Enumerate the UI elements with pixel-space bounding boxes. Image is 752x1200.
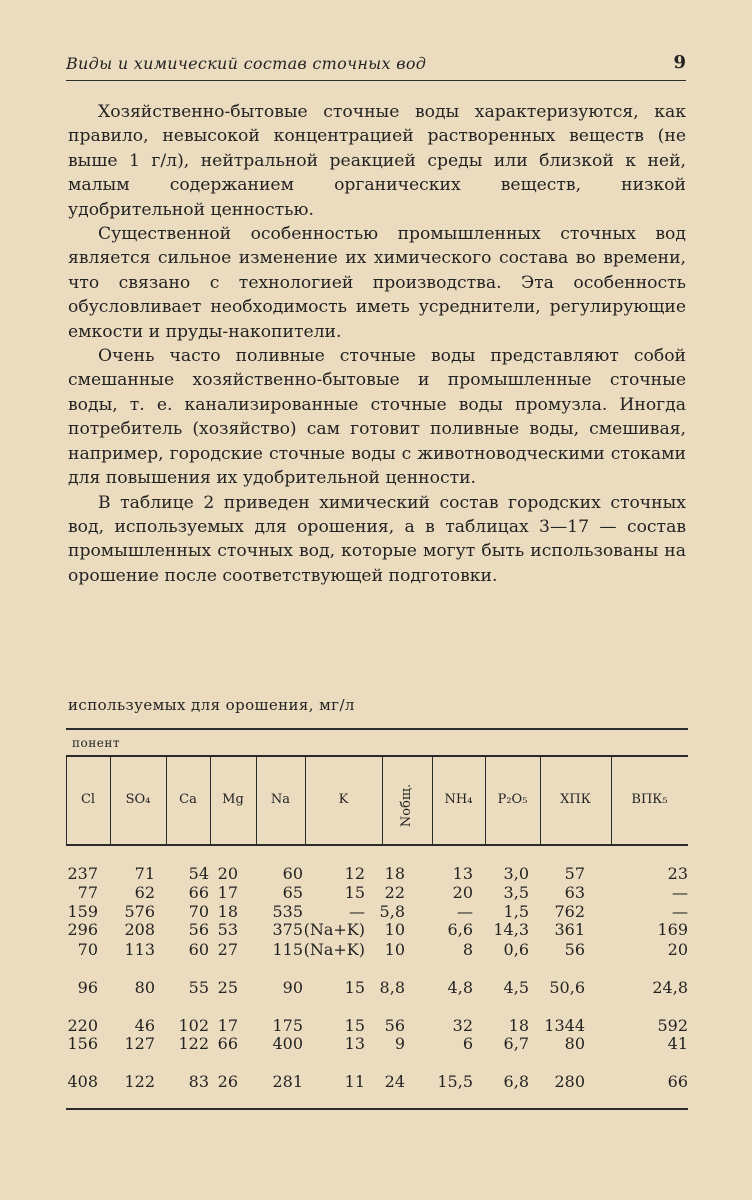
table-cell: 400: [272, 1034, 303, 1053]
table-cell: 13: [452, 864, 473, 883]
table-cell: 55: [188, 978, 209, 997]
table-cell: (Na+K): [303, 920, 365, 939]
table-cell: 17: [217, 1016, 238, 1035]
table-cell: 50,6: [549, 978, 585, 997]
table-cell: 56: [188, 920, 209, 939]
table-cell: 71: [134, 864, 155, 883]
table-cell: —: [672, 883, 688, 902]
table-cell: 9: [394, 1034, 405, 1053]
table-cell: 20: [667, 940, 688, 959]
column-header-bpk5: ВПК₅: [631, 792, 668, 807]
column-header-k: K: [338, 792, 349, 807]
table-cell: 296: [67, 920, 98, 939]
table-cell: 281: [272, 1072, 303, 1091]
table-cell: 175: [272, 1016, 303, 1035]
table-cell: 375: [272, 920, 303, 939]
table-cell: 56: [564, 940, 585, 959]
table-bottom-rule: [66, 1108, 688, 1110]
column-header-n-total-label: Nобщ.: [399, 783, 415, 827]
table-cell: 762: [554, 902, 585, 921]
table-cell: 12: [344, 864, 365, 883]
table-cell: 14,3: [493, 920, 529, 939]
table-cell: 576: [124, 902, 155, 921]
table-cell: 53: [217, 920, 238, 939]
table-cell: 24: [384, 1072, 405, 1091]
table-cell: 592: [657, 1016, 688, 1035]
table-group-label: понент: [72, 736, 120, 750]
table-cell: —: [672, 902, 688, 921]
running-title: Виды и химический состав сточных вод: [66, 54, 427, 73]
paragraph: Очень часто поливные сточные воды представляют собой смешанные хозяйственно-бытовые и промышленные сточные воды, т. е. канализированные сточные воды промузла. Иногда потребитель (хозяйство) сам готовит поливные воды, смешивая, например, городские сточные воды с животноводческими стоками для повышения их удобрительной ценности.: [68, 346, 686, 489]
table-cell: 11: [344, 1072, 365, 1091]
table-cell: 83: [188, 1072, 209, 1091]
table-cell: 17: [217, 883, 238, 902]
table-cell: 63: [564, 883, 585, 902]
table-cell: 15: [344, 978, 365, 997]
table-cell: 18: [217, 902, 238, 921]
table-cell: 20: [452, 883, 473, 902]
table-cell: 208: [124, 920, 155, 939]
table-cell: 23: [667, 864, 688, 883]
table-cell: 127: [124, 1034, 155, 1053]
table-cell: 77: [77, 883, 98, 902]
table-cell: 10: [384, 920, 405, 939]
table-cell: 18: [508, 1016, 529, 1035]
column-header-so4: SO₄: [125, 792, 151, 807]
table-cell: 15: [344, 1016, 365, 1035]
table-cell: 60: [282, 864, 303, 883]
table-cell: 535: [272, 902, 303, 921]
table-cell: 18: [384, 864, 405, 883]
table-cell: 6: [462, 1034, 473, 1053]
table-cell: 66: [217, 1034, 238, 1053]
table-cell: 156: [67, 1034, 98, 1053]
table-cell: 15,5: [437, 1072, 473, 1091]
paragraph: В таблице 2 приведен химический состав городских сточных вод, используемых для орошения, а в таблицах 3—17 — состав промышленных сточных вод, которые могут быть использованы на орошение после соответствующей подготовки.: [68, 492, 686, 586]
table-cell: 24,8: [652, 978, 688, 997]
table-cell: 159: [67, 902, 98, 921]
table-cell: 122: [124, 1072, 155, 1091]
table-cell: 26: [217, 1072, 238, 1091]
table-cell: 4,5: [503, 978, 529, 997]
table-cell: 115: [272, 940, 303, 959]
column-header-hpk: ХПК: [560, 792, 591, 807]
column-header-p2o5: P₂O₅: [497, 792, 528, 807]
table-cell: 169: [657, 920, 688, 939]
table-cell: —: [349, 902, 365, 921]
table-cell: 1,5: [503, 902, 529, 921]
table-cell: 8: [462, 940, 473, 959]
table-cell: 5,8: [379, 902, 405, 921]
table-cell: 3,5: [503, 883, 529, 902]
table-cell: 8,8: [379, 978, 405, 997]
table-cell: 6,8: [503, 1072, 529, 1091]
table-cell: 6,7: [503, 1034, 529, 1053]
table-cell: 70: [77, 940, 98, 959]
table-cell: 66: [188, 883, 209, 902]
table-cell: 1344: [544, 1016, 585, 1035]
table-cell: 70: [188, 902, 209, 921]
table-cell: 56: [384, 1016, 405, 1035]
table-cell: 13: [344, 1034, 365, 1053]
table-cell: 22: [384, 883, 405, 902]
table-cell: 57: [564, 864, 585, 883]
table-cell: 3,0: [503, 864, 529, 883]
column-header-na: Na: [270, 792, 291, 807]
table-cell: 220: [67, 1016, 98, 1035]
table-cell: 4,8: [447, 978, 473, 997]
table-cell: 280: [554, 1072, 585, 1091]
table-cell: 20: [217, 864, 238, 883]
table-cell: 237: [67, 864, 98, 883]
table-cell: 54: [188, 864, 209, 883]
table-cell: 80: [134, 978, 155, 997]
table-cell: 46: [134, 1016, 155, 1035]
table-cell: 113: [124, 940, 155, 959]
column-header-ca: Ca: [179, 792, 197, 807]
table-cell: 10: [384, 940, 405, 959]
column-header-nh4: NH₄: [444, 792, 473, 807]
table-cell: (Na+K): [303, 940, 365, 959]
column-header-mg: Mg: [222, 792, 244, 807]
table-cell: 32: [452, 1016, 473, 1035]
table-cell: 102: [178, 1016, 209, 1035]
table-cell: 122: [178, 1034, 209, 1053]
table-cell: 25: [217, 978, 238, 997]
column-header-cl: Cl: [80, 792, 96, 807]
table-cell: 408: [67, 1072, 98, 1091]
table-cell: 65: [282, 883, 303, 902]
table-caption: используемых для орошения, мг/л: [68, 696, 355, 714]
table-cell: 62: [134, 883, 155, 902]
table-cell: 27: [217, 940, 238, 959]
table-cell: 361: [554, 920, 585, 939]
table-cell: 60: [188, 940, 209, 959]
page-number: 9: [673, 52, 686, 73]
table-cell: 90: [282, 978, 303, 997]
table-cell: 0,6: [503, 940, 529, 959]
table-cell: 15: [344, 883, 365, 902]
table-cell: 96: [77, 978, 98, 997]
table-cell: 80: [564, 1034, 585, 1053]
table-cell: 66: [667, 1072, 688, 1091]
paragraph: Хозяйственно-бытовые сточные воды характеризуются, как правило, невысокой концентрацией растворенных веществ (не выше 1 г/л), нейтральной реакцией среды или близкой к ней, малым содержанием органических веществ, низкой удобрительной ценностью.: [68, 102, 686, 220]
table-cell: 6,6: [447, 920, 473, 939]
table-cell: —: [457, 902, 473, 921]
table-cell: 41: [667, 1034, 688, 1053]
paragraph: Существенной особенностью промышленных сточных вод является сильное изменение их химического состава во времени, что связано с технологией производства. Эта особенность обусловливает необходимость иметь усреднители, регулирующие емкости и пруды-накопители.: [68, 224, 686, 342]
